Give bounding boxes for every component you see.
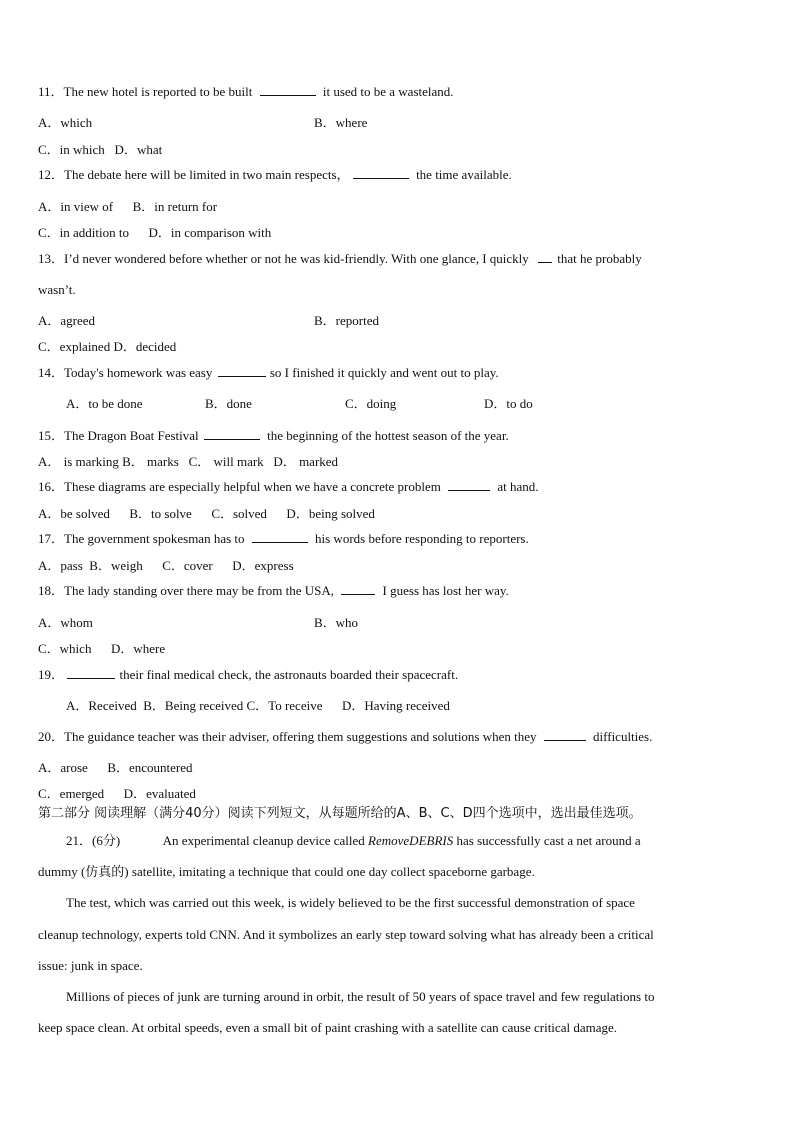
passage-text: has successfully cast a net around a xyxy=(456,833,641,848)
q14-stem-start: 14．Today's homework was easy xyxy=(38,365,213,380)
q11-option-a: A．which xyxy=(38,115,93,130)
answer-blank xyxy=(448,479,490,491)
answer-blank xyxy=(544,729,586,741)
question-11-stem xyxy=(38,84,454,100)
q15-options: A． is marking B． marks C． will mark D． marked xyxy=(38,454,339,469)
q16-stem-start: 16．These diagrams are especially helpful when we have a concrete problem xyxy=(38,479,441,494)
question-21-label: 21．(6分) xyxy=(66,833,121,848)
question-17-stem xyxy=(38,531,529,547)
q13-stem-continued: wasn’t. xyxy=(38,282,76,297)
q13-options-cd: C．explained D．decided xyxy=(38,339,177,354)
q18-stem-start: 18．The lady standing over there may be from the USA, xyxy=(38,583,335,598)
q20-options-ab: A．arose B．encountered xyxy=(38,760,193,775)
q20-stem-start: 20．The guidance teacher was their adviser, offering them suggestions and solutions when they xyxy=(38,729,537,744)
q12-stem-start: 12．The debate here will be limited in two main respects， xyxy=(38,167,350,182)
question-19-stem xyxy=(38,667,458,683)
q15-stem-end: the beginning of the hottest season of the year. xyxy=(267,428,509,443)
q15-stem-start: 15．The Dragon Boat Festival xyxy=(38,428,199,443)
q11-option-b: B．where xyxy=(314,115,368,130)
question-12-stem xyxy=(38,167,512,183)
q14-option-d: D．to do xyxy=(484,396,533,411)
q14-stem-end: so I finished it quickly and went out to play. xyxy=(269,365,499,380)
q16-options: A．be solved B．to solve C．solved D．being solved xyxy=(38,506,375,521)
passage-paragraph-1 xyxy=(66,833,641,849)
answer-blank xyxy=(67,667,115,679)
q13-stem-start: 13．I’d never wondered before whether or not he was kid-friendly. With one glance, I quickly xyxy=(38,251,529,266)
question-16-stem xyxy=(38,479,539,495)
passage-paragraph-3-cont: keep space clean. At orbital speeds, even a small bit of paint crashing with a satellite can cause critical damage. xyxy=(38,1020,617,1035)
device-name: RemoveDEBRIS xyxy=(368,833,454,848)
passage-paragraph-2: The test, which was carried out this week, is widely believed to be the first successful demonstration of space xyxy=(66,895,635,910)
passage-paragraph-2-end: issue: junk in space. xyxy=(38,958,143,973)
q17-stem-start: 17．The government spokesman has to xyxy=(38,531,245,546)
q19-stem-end: their final medical check, the astronauts boarded their spacecraft. xyxy=(119,667,459,682)
answer-blank xyxy=(218,365,266,377)
question-15-stem xyxy=(38,428,509,444)
passage-paragraph-2-cont: cleanup technology, experts told CNN. And it symbolizes an early step toward solving what has already been a critical xyxy=(38,927,654,942)
q11-stem-end: it used to be a wasteland. xyxy=(322,84,454,99)
q12-options-ab: A．in view of B．in return for xyxy=(38,199,218,214)
answer-blank xyxy=(260,84,316,96)
q14-option-a: A．to be done xyxy=(66,396,143,411)
question-14-stem xyxy=(38,365,499,381)
passage-paragraph-3: Millions of pieces of junk are turning around in orbit, the result of 50 years of space travel and few regulations to xyxy=(66,989,655,1004)
answer-blank xyxy=(538,251,552,263)
q17-options: A．pass B．weigh C．cover D．express xyxy=(38,558,294,573)
q11-options-cd: C．in which D．what xyxy=(38,142,163,157)
passage-text: An experimental cleanup device called xyxy=(162,833,365,848)
q13-option-b: B．reported xyxy=(314,313,379,328)
q12-stem-end: the time available. xyxy=(416,167,512,182)
q14-option-b: B．done xyxy=(205,396,252,411)
q13-option-a: A．agreed xyxy=(38,313,96,328)
passage-paragraph-1-cont: dummy (仿真的) satellite, imitating a technique that could one day collect spaceborne garbage. xyxy=(38,864,535,879)
q16-stem-end: at hand. xyxy=(497,479,539,494)
q18-stem-end: I guess has lost her way. xyxy=(382,583,509,598)
question-18-stem xyxy=(38,583,509,599)
q12-options-cd: C．in addition to D．in comparison with xyxy=(38,225,272,240)
answer-blank xyxy=(204,428,260,440)
q20-stem-end: difficulties. xyxy=(593,729,653,744)
q18-option-a: A．whom xyxy=(38,615,93,630)
q14-option-c: C．doing xyxy=(345,396,397,411)
answer-blank xyxy=(252,531,308,543)
q18-option-b: B．who xyxy=(314,615,359,630)
q19-options: A．Received B．Being received C．To receive D．Having received xyxy=(66,698,450,713)
answer-blank xyxy=(341,583,375,595)
section-2-heading: 第二部分 阅读理解（满分40分）阅读下列短文，从每题所给的A、B、C、D四个选项中，选出最佳选项。 xyxy=(38,806,642,821)
q18-options-cd: C．which D．where xyxy=(38,641,166,656)
q11-stem-start: 11．The new hotel is reported to be built xyxy=(38,84,253,99)
question-20-stem xyxy=(38,729,652,745)
answer-blank xyxy=(353,167,409,179)
q20-options-cd: C．emerged D．evaluated xyxy=(38,786,196,801)
q19-number: 19． xyxy=(38,667,65,682)
q13-stem-end: that he probably xyxy=(557,251,642,266)
question-13-stem xyxy=(38,251,642,267)
q17-stem-end: his words before responding to reporters. xyxy=(315,531,529,546)
